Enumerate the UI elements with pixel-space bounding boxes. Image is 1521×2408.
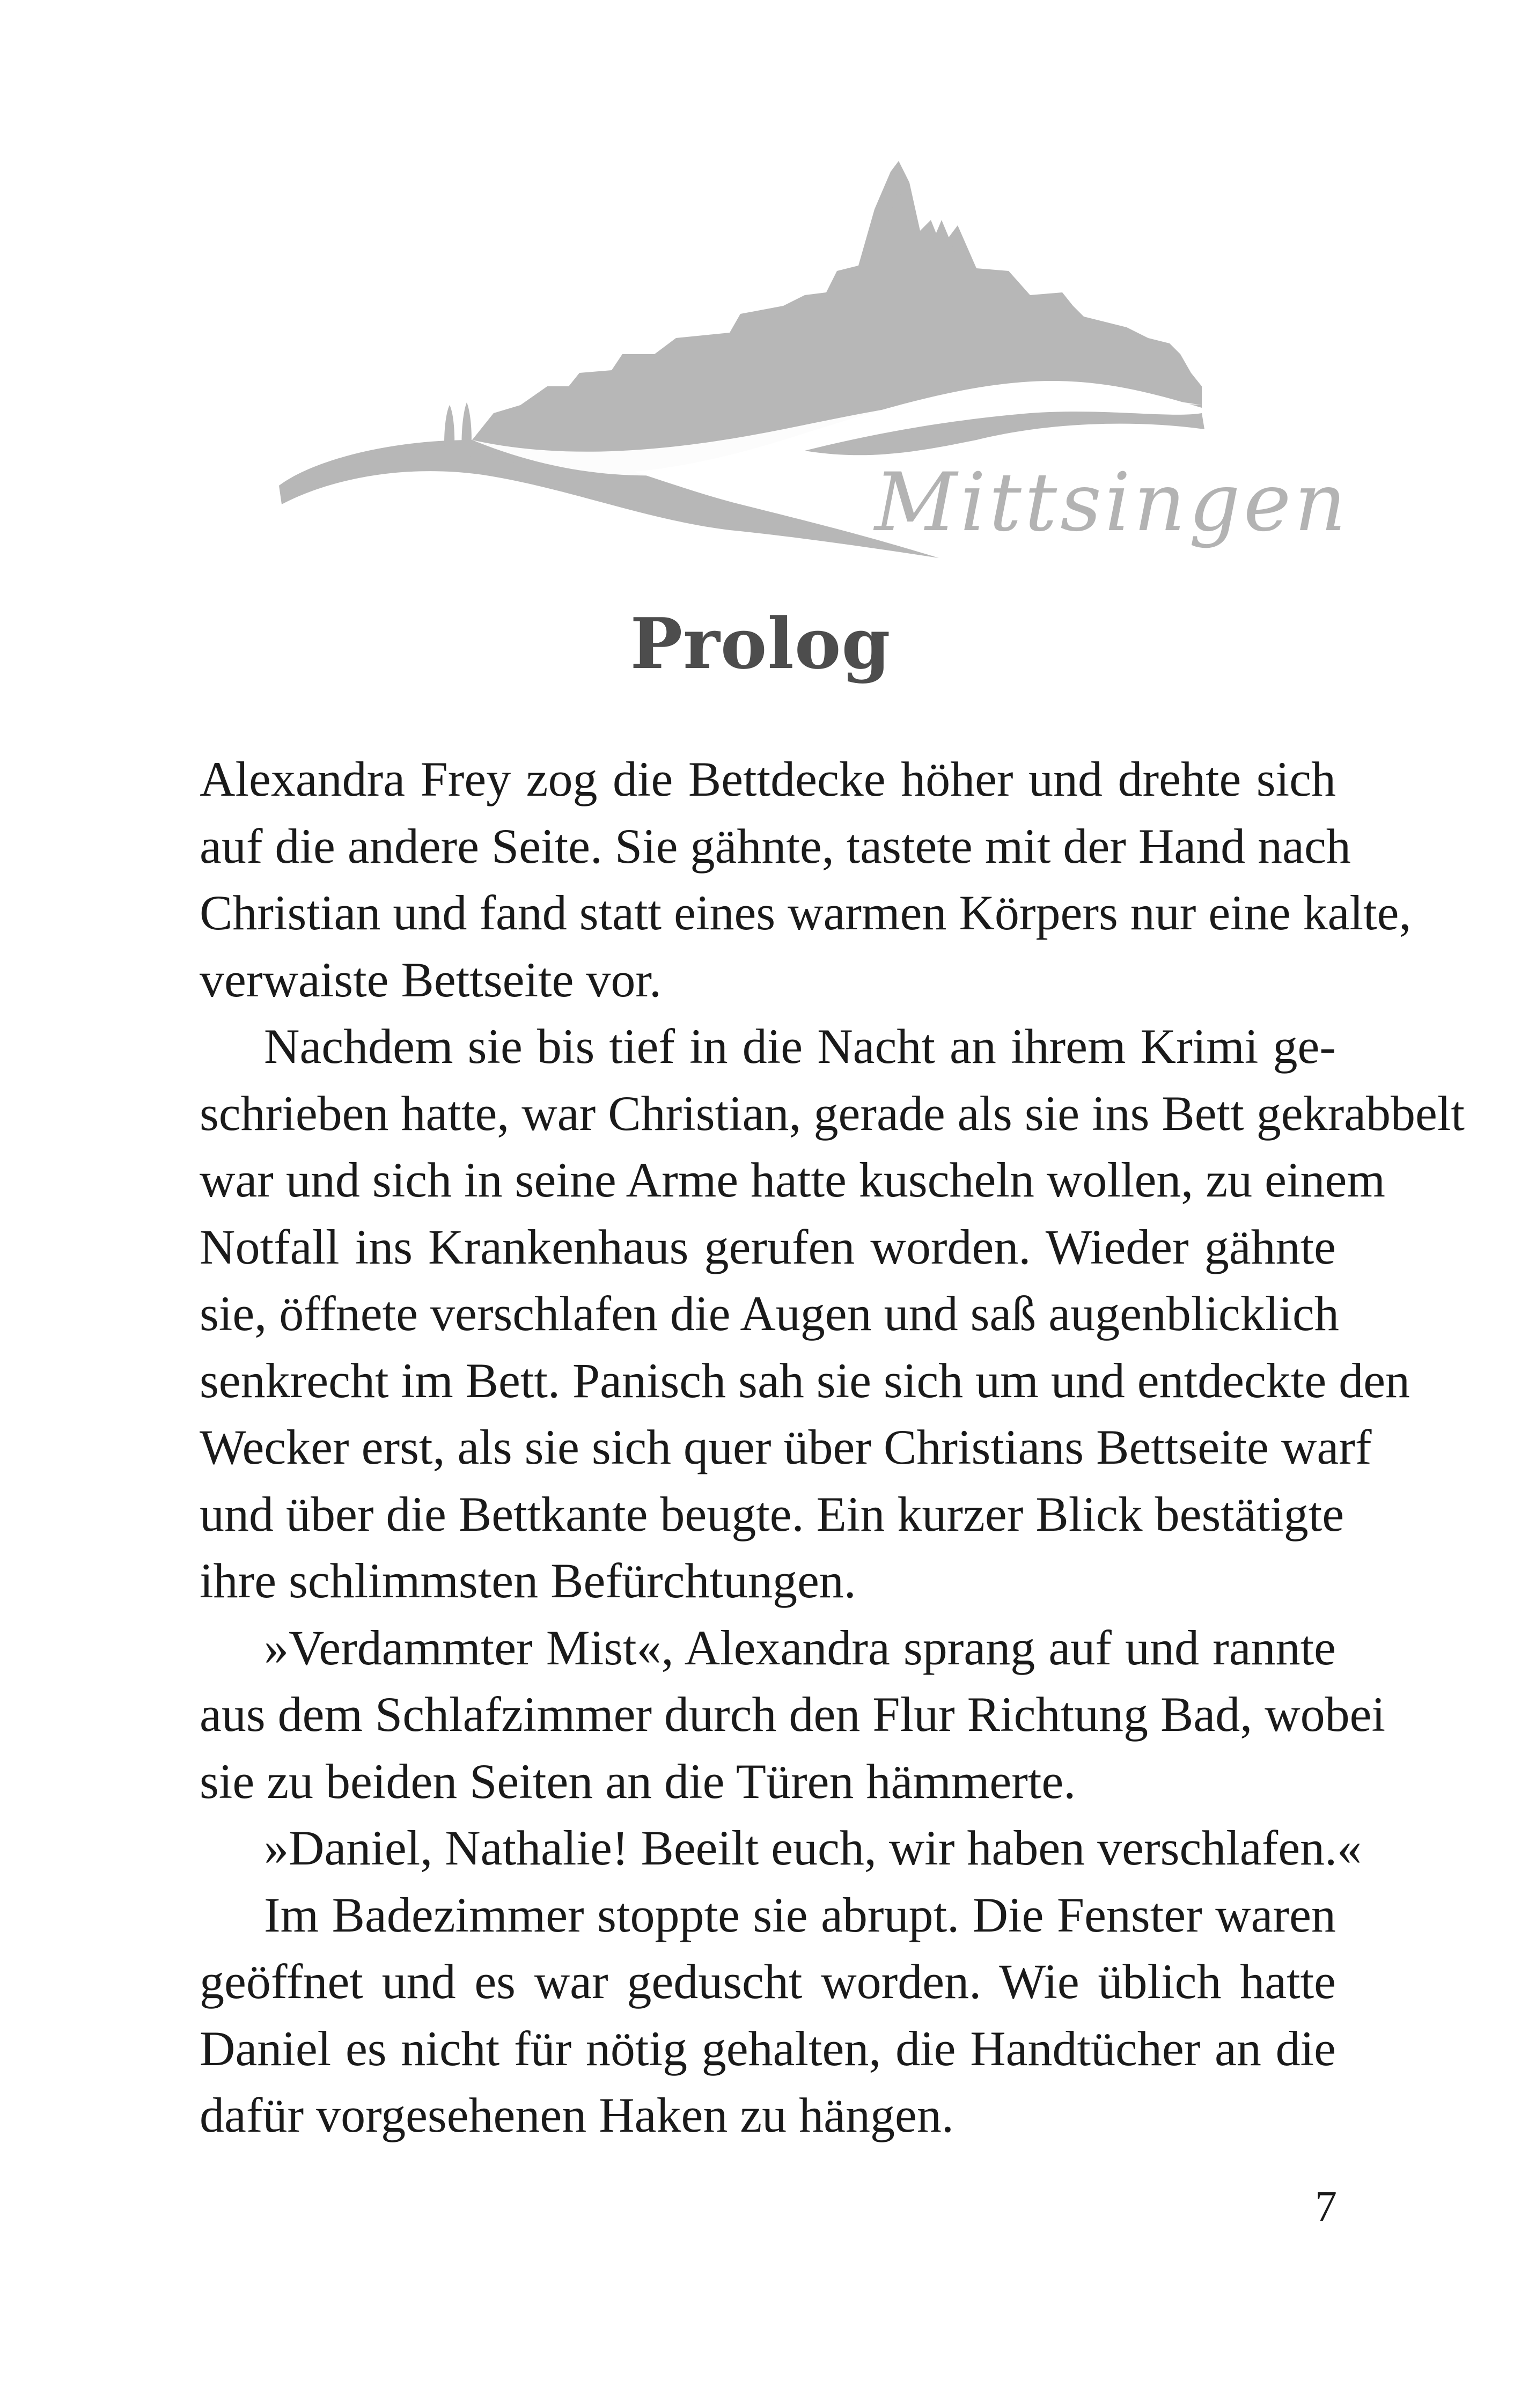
text-line: Im Badezimmer stoppte sie abrupt. Die Fenster waren — [264, 1887, 1336, 1942]
body-text — [200, 746, 1465, 2149]
text-line: ihre schlimmsten Befürchtungen. — [200, 1553, 856, 1608]
text-line: schrieben hatte, war Christian, gerade als sie ins Bett gekrabbelt — [200, 1085, 1465, 1141]
mittsingen-wordmark: Mittsingen — [875, 456, 1350, 549]
text-line: Nachdem sie bis tief in die Nacht an ihrem Krimi ge- — [264, 1019, 1336, 1074]
text-line: geöffnet und es war geduscht worden. Wie üblich hatte — [200, 1954, 1336, 2009]
mittsingen-logo — [268, 161, 1350, 579]
text-line: Daniel es nicht für nötig gehalten, die Handtücher an die — [200, 2021, 1336, 2076]
text-line: Wecker erst, als sie sich quer über Christians Bettseite warf — [200, 1420, 1372, 1474]
text-line: aus dem Schlafzimmer durch den Flur Richtung Bad, wobei — [200, 1687, 1386, 1742]
text-line: »Verdammter Mist«, Alexandra sprang auf und rannte — [264, 1620, 1336, 1675]
text-line: Notfall ins Krankenhaus gerufen worden. Wieder gähnte — [200, 1219, 1336, 1274]
text-line: sie zu beiden Seiten an die Türen hämmerte. — [200, 1753, 1076, 1809]
text-line: Christian und fand statt eines warmen Körpers nur eine kalte, — [200, 885, 1412, 940]
chapter-title: Prolog — [630, 603, 891, 685]
text-line: auf die andere Seite. Sie gähnte, tastete mit der Hand nach — [200, 818, 1351, 873]
text-line: und über die Bettkante beugte. Ein kurzer Blick bestätigte — [200, 1486, 1344, 1541]
page-number: 7 — [1315, 2182, 1337, 2230]
text-line: senkrecht im Bett. Panisch sah sie sich um und entdeckte den — [200, 1353, 1410, 1408]
text-line: »Daniel, Nathalie! Beeilt euch, wir haben verschlafen.« — [264, 1820, 1362, 1875]
text-line: war und sich in seine Arme hatte kuscheln wollen, zu einem — [200, 1152, 1385, 1207]
text-line: verwaiste Bettseite vor. — [200, 952, 662, 1007]
text-line: dafür vorgesehenen Haken zu hängen. — [200, 2088, 954, 2142]
text-line: sie, öffnete verschlafen die Augen und saß augenblicklich — [200, 1286, 1339, 1341]
text-line: Alexandra Frey zog die Bettdecke höher und drehte sich — [200, 752, 1336, 806]
